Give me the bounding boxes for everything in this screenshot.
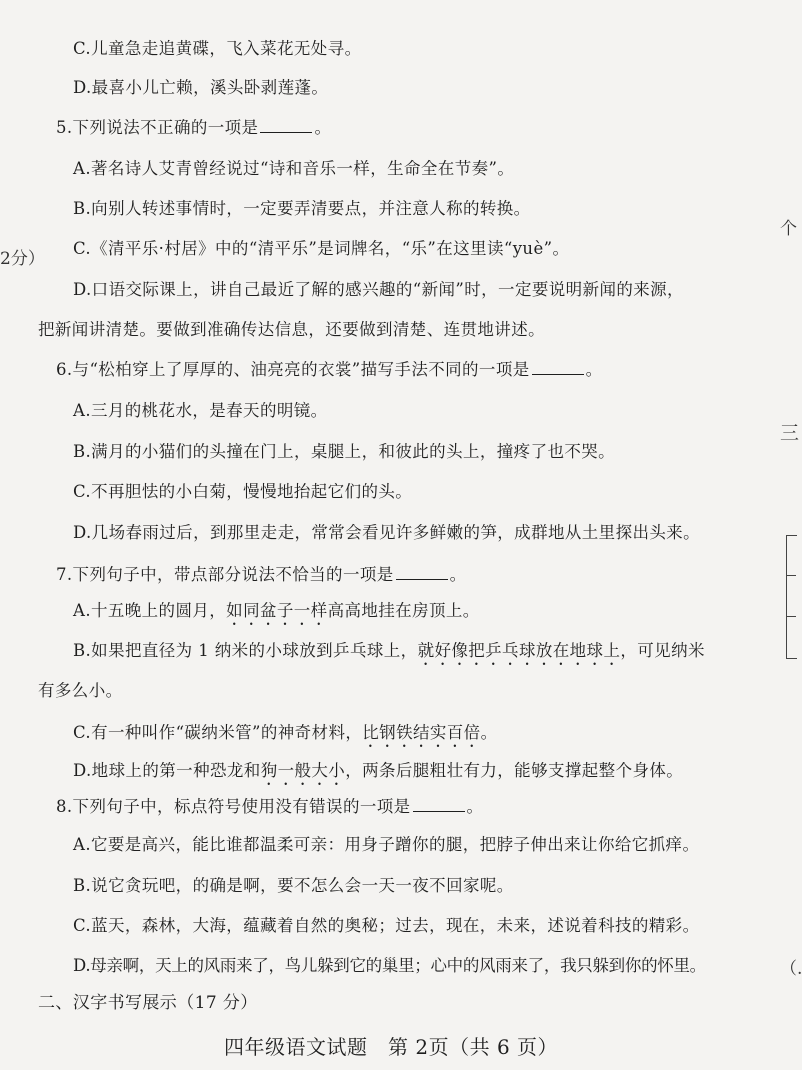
q8-option-b: B.说它贪玩吧，的确是啊，要不怎么会一天一夜不回家呢。 [73, 876, 514, 895]
q6-answer-blank[interactable] [532, 360, 584, 375]
q7-a-dotted: 如同盆子一样 [226, 601, 328, 620]
q6-stem-text: 6.与“松柏穿上了厚厚的、油亮亮的衣裳”描写手法不同的一项是 [56, 360, 530, 379]
q7-c-post: 。 [480, 723, 498, 742]
q6-option-d: D.几场春雨过后，到那里走走，常常会看见许多鲜嫩的笋，成群地从土里探出头来。 [73, 523, 701, 542]
q7-stem-text: 7.下列句子中，带点部分说法不恰当的一项是 [56, 565, 394, 584]
q8-answer-blank[interactable] [413, 797, 465, 812]
q7-option-b [73, 640, 705, 669]
q5-answer-blank[interactable] [260, 118, 312, 133]
q6-option-b: B.满月的小猫们的头撞在门上，桌腿上，和彼此的头上，撞疼了也不哭。 [73, 442, 616, 461]
q7-stem-end: 。 [449, 565, 467, 584]
q7-b-post: ，可见纳米 [620, 641, 705, 660]
q7-stem [56, 564, 467, 586]
q8-option-a: A.它要是高兴，能比谁都温柔可亲：用身子蹭你的腿，把脖子伸出来让你给它抓痒。 [73, 835, 700, 854]
q8-stem [56, 796, 483, 818]
q7-option-d [73, 760, 683, 789]
q6-option-a: A.三月的桃花水，是春天的明镜。 [73, 401, 328, 420]
q5-option-d-line2: 把新闻讲清楚。要做到准确传达信息，还要做到清楚、连贯地讲述。 [38, 320, 545, 339]
right-edge-table-rows [786, 575, 796, 617]
q7-c-dotted: 比钢铁结实百倍 [362, 723, 481, 742]
right-edge-char: 个 [780, 219, 797, 239]
q8-stem-end: 。 [466, 797, 484, 816]
q5-option-c: C.《清平乐·村居》中的“清平乐”是词牌名，“乐”在这里读“yuè”。 [73, 239, 570, 258]
q5-option-a: A.著名诗人艾青曾经说过“诗和音乐一样，生命全在节奏”。 [73, 159, 515, 178]
q7-c-pre: C.有一种叫作“碳纳米管”的神奇材料， [73, 723, 363, 742]
right-edge-section: 三 [780, 422, 800, 444]
section-2-title: 二、汉字书写展示（17 分） [38, 993, 258, 1013]
right-edge-bottom: （. [780, 959, 802, 979]
q7-option-b-line2: 有多么小。 [38, 681, 123, 700]
q5-stem-text: 5.下列说法不正确的一项是 [56, 118, 259, 137]
q8-option-d: D.母亲啊，天上的风雨来了，鸟儿躲到它的巢里；心中的风雨来了，我只躲到你的怀里。 [73, 956, 706, 975]
q7-d-dotted: 狗一般大小 [260, 761, 346, 780]
q4-option-c: C.儿童急走追黄碟，飞入菜花无处寻。 [73, 39, 362, 58]
q4-option-d: D.最喜小儿亡赖，溪头卧剥莲蓬。 [73, 78, 329, 97]
q6-option-c: C.不再胆怯的小白菊，慢慢地抬起它们的头。 [73, 482, 413, 501]
q8-option-c: C.蓝天，森林，大海，蕴藏着自然的奥秘；过去，现在，未来，述说着科技的精彩。 [73, 916, 700, 935]
left-edge-score: 2分） [0, 249, 45, 269]
q5-option-d-line1: D.口语交际课上，讲自己最近了解的感兴趣的“新闻”时，一定要说明新闻的来源， [73, 280, 684, 299]
q7-option-a [73, 600, 480, 629]
q7-a-post: 高高地挂在房顶上。 [327, 601, 480, 620]
page-footer: 四年级语文试题 第 2页（共 6 页） [224, 1035, 559, 1059]
q7-option-c [73, 722, 497, 751]
q7-b-dotted: 就好像把乒乓球放在地球上 [417, 641, 621, 660]
q7-a-pre: A.十五晚上的圆月， [73, 601, 227, 620]
q6-stem [56, 359, 603, 381]
q8-stem-text: 8.下列句子中，标点符号使用没有错误的一项是 [56, 797, 411, 816]
q7-d-post: ，两条后腿粗壮有力，能够支撑起整个身体。 [345, 761, 684, 780]
q6-stem-end: 。 [585, 360, 603, 379]
q7-d-pre: D.地球上的第一种恐龙和 [73, 761, 261, 780]
q5-stem [56, 117, 331, 139]
q5-option-b: B.向别人转述事情时，一定要弄清要点，并注意人称的转换。 [73, 199, 531, 218]
q5-stem-end: 。 [314, 118, 332, 137]
q7-answer-blank[interactable] [396, 565, 448, 580]
q7-b-pre: B.如果把直径为 1 纳米的小球放到乒乓球上， [73, 641, 418, 660]
